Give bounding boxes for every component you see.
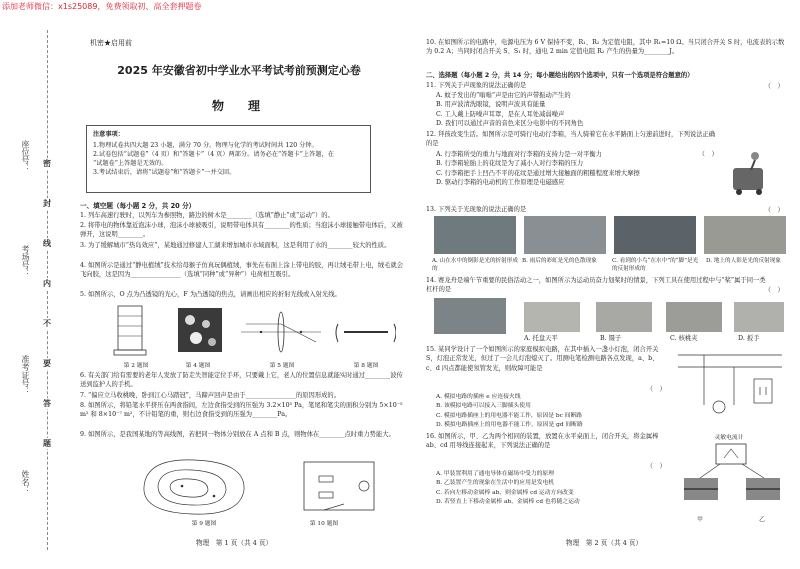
figure-row-q2-q8 [106,302,396,366]
notice-item: 2.试卷包括“试题卷”（4 页）和“答题卡”（4 页）两部分。请务必在“答题卡”上答题，在 [93,151,334,158]
q15-option-b[interactable]: B. 该模拟电路可以接入三脚插头使用 [436,403,531,410]
cut-char: 要 [43,359,51,368]
exam-title: 2025 年安徽省初中学业水平考试考前预测定心卷 [117,64,361,77]
answer-bracket-15[interactable]: （ ） [646,385,666,393]
question-12: 12. 拜孩改变生活。如图所示是可骑行电动行李箱，当人骑着它在水平路面上匀速前进时，下列说法正确的是 [426,131,716,148]
watermark-text: 添加老师微信：x1s25089，免费领取初、高全套押题卷 [2,2,202,11]
q11-option-c[interactable]: C. 工人戴上防噪声耳罩，是在人耳处减弱噪声 [436,110,565,118]
q15-option-a[interactable]: A. 模拟电路的插座 e 应连接火线 [436,394,521,400]
caption-fig9: 第 9 题图 [191,521,217,527]
fig12-ride-luggage [725,150,785,198]
fig5-lens-diagram [241,312,321,352]
q11-options [436,91,776,128]
fig8-pencil-fingers [336,324,396,342]
caption-fig4: 第 4 题图 [185,363,211,369]
subject-title: 物 理 [211,99,266,113]
q13-option-d[interactable]: D. 地上的人影是光的反射现象 [706,258,781,264]
answer-bracket-14[interactable]: （ ） [764,286,784,294]
cut-char: 不 [43,319,51,328]
question-10: 10. 在如图所示的电路中，电源电压为 6 V 保持不变，R₁、R₂ 为定值电阻，其中 R₁=10 Ω。当只闭合开关 S 时，电流表的示数为 0.2 A；当同时闭合开关 S、S₁ 时，通电 2 min 定值电阻 R₂ 产生的热量为________J。 [426,39,785,56]
fig10-circuit [304,462,374,510]
question-7: 7. “偏应立马收桃晚，卧到江心马踏冠”，马蹄声回声是由于________________的原因形成的。 [80,392,341,399]
question-1: 1. 列车高速行驶时，以列车为参照物，路边的树木是________（选填“静止”或“运动”）的。 [80,212,334,219]
answer-bracket-13[interactable]: （ ） [764,206,784,214]
q12-option-b[interactable]: B. 行李箱轮胎上的花纹是为了减小人对行李箱的压力 [436,160,584,168]
q14-dragon-boat-photo [434,298,506,334]
fig16-label-yi: 乙 [759,517,765,523]
question-3: 3. 为了缓解城市“热岛效应”，某地通过修建人工湖来增加城市水域面积，这是利用了水的________较大的性质。 [80,242,391,249]
name-label: 姓名： [21,470,30,494]
question-9: 9. 如图所示，是我国某地的等高线图，若把同一物体分别放在 A 点和 B 点，则物体在________点时重力势能大。 [80,431,395,438]
q13-option-a[interactable]: A. 山在水中的倒影是光的折射形成的 [432,258,518,272]
caption-fig2: 第 2 题图 [123,363,149,369]
fig16-label-jia: 甲 [697,517,703,523]
page-1 [66,0,412,569]
q14-option-b[interactable]: B. 镊子 [600,335,622,342]
page-2 [420,0,794,569]
q15-options [436,393,668,431]
cut-char: 题 [43,439,51,448]
figure-row-q9-q10 [134,452,404,522]
question-11: 11. 下列关于声现象的说法正确的是 [426,82,527,89]
notice-item: 1.物理试卷共四大题 23 小题，满分 70 分。物理与化学的考试时间共 120 分钟。 [93,142,318,149]
caption-fig8: 第 8 题图 [353,363,379,369]
cut-char: 内 [43,279,51,288]
page-2-footer: 物理 第 2 页（共 4 页） [566,539,643,547]
q12-option-a[interactable]: A. 行李箱所受的重力与地面对行李箱的支持力是一对平衡力 [436,151,602,158]
question-13: 13. 下列关于光现象的说法正确的是 [426,206,527,213]
q16-option-b[interactable]: B. 乙装置产生的现象在生活中的应用是发电机 [436,480,555,487]
answer-bracket-16[interactable]: （ ） [646,462,666,470]
question-16: 16. 如图所示，甲、乙为两个相同的装置，放置在水平桌面上，闭合开关，将金属棒 ab、cd 用导线连接起来，下列说法正确的是 [426,433,659,450]
answer-bracket-12[interactable]: （ ） [698,150,718,158]
notice-box [86,125,371,193]
fig15-home-circuit [674,345,786,429]
ticket-number-label: 准考证号： [21,355,30,395]
section-multiple-choice: 二、选择题（每小题 2 分，共 14 分；每小题给出的四个选项中，只有一个选项是符合题意的） [426,72,694,79]
q14-balance-photo [524,302,580,332]
question-5: 5. 如图所示，O 点为凸透镜的光心，F 为凸透镜的焦点，请画出相应的折射光线或入射光线。 [80,291,341,298]
fig4-flock-photo [178,308,222,352]
q14-wrench-photo [734,302,784,332]
question-14: 14. 赛龙舟是端午节重要的民俗活动之一，如图所示为运动员奋力划桨时的情景，下列工具在使用过程中与“桨”属于同一类杠杆的是 [426,277,766,294]
cut-char: 答 [43,399,51,408]
question-4: 4. 如图所示是通过“静电植绒”技术给母猴子仿真玩偶植绒，事先在布面上涂上带电的胶，再让绒毛带上电，绒毛就会飞向胶，这是因为________________（选填“同种”或“异种”）电荷相互吸引。 [80,262,403,279]
q14-option-a[interactable]: A. 托盘天平 [524,335,558,342]
q12-option-d[interactable]: D. 驱动行李箱的电动机的工作原理是电磁感应 [436,178,565,186]
q16-option-d[interactable]: D. 若竖直上下移动金属棒 ab，金属棒 cd 也将随之运动 [436,498,580,505]
fig9-contour-map [144,460,244,514]
caption-fig10: 第 10 题图 [309,521,339,527]
section-fill-blank: 一、填空题（每小题 2 分，共 20 分） [80,202,196,210]
notice-item: 3.考试结束后，请将“试题卷”和“答题卡”一并交回。 [93,169,236,176]
exam-room-label: 考场号： [21,245,30,277]
q16-options [436,470,672,508]
notice-title: 注意事项： [93,131,124,138]
q14-tweezers-photo [596,302,652,332]
q11-option-b[interactable]: B. 用声波清洗眼镜，说明声波具有能量 [436,101,546,109]
caption-fig5: 第 5 题图 [269,363,295,369]
fig2-beaker [114,306,146,355]
q15-option-c[interactable]: C. 模拟电路插座上的用电器不能工作，原因是 bc 间断路 [436,412,583,419]
question-15: 15. 某同学设计了一个如图所示的家庭模拟电路，在其中插入一盏小灯泡，闭合开关 S，灯泡正常发光，但过了一会儿灯泡熄灭了。用测电笔检测电路各点发现，a、b、c、d 四点都能使氖管发光，则故障可能是 [426,346,659,372]
answer-bracket-11[interactable]: （ ） [764,82,784,90]
cut-char: 密 [43,159,51,168]
q16-option-a[interactable]: A. 甲装置利用了通电导体在磁场中受力的原理 [436,471,555,477]
q13-photo-b [524,216,606,254]
q14-option-d[interactable]: D. 扳手 [738,335,760,342]
q12-option-c[interactable]: C. 行李箱把手上凹凸不平的花纹是通过增大接触面的粗糙程度来增大摩擦 [436,169,640,177]
cut-char: 线 [43,239,51,248]
question-8: 8. 如图所示，将铅笔水平挤压在两食指间，左边食指受到的压强为 3.2×10⁵ Pa，笔尾和笔尖的面积分别为 5×10⁻⁵ m² 和 8×10⁻⁷ m²，不计铅笔的重，则右边食指受到的压强为________Pa。 [80,402,403,419]
q11-option-a[interactable]: A. 蚊子发出的“嗡嗡”声是由它的声带振动产生的 [436,92,571,99]
q14-nutcracker-photo [666,302,722,332]
q14-option-c[interactable]: C. 核桃夹 [670,335,698,342]
q13-option-c[interactable]: C. 看到的小鸟“在水中”的“脚”是光的反射形成的 [612,258,699,272]
fig16-generator-motor [680,442,786,514]
confidential-mark: 机密★启用前 [90,39,132,47]
cut-char: 封 [43,199,51,208]
q11-option-d[interactable]: D. 我们可以通过声音的音色来区分电影中的不同角色 [436,119,584,127]
q13-option-b[interactable]: B. 雨后的彩虹是光的色散现象 [522,258,597,264]
question-6: 6. 有关部门给有需要的老年人发放了防走失智能定位手环，只要戴上它，老人的位置信息就能实时通过________波传送到监护人的手机。 [80,372,403,389]
page-1-footer: 物理 第 1 页（共 4 页） [196,539,273,547]
q13-photo-d [704,216,786,254]
q13-photo-c [614,216,696,254]
notice-item: “试题卷”上答题是无效的。 [93,160,168,167]
q13-photo-a [434,216,516,254]
q15-option-d[interactable]: D. 模拟电路插座上的用电器不能工作，原因是 gd 间断路 [436,421,583,428]
cut-line [47,30,48,550]
seat-number-label: 座位号： [21,140,30,172]
galvanometer-label: 灵敏电流计 [714,435,744,441]
q12-options [436,150,716,187]
question-2: 2. 将带电的物体靠近泡沫小球，泡沫小球被吸引，说明带电体具有________的性质；当泡沫小球接触带电体后，又被弹开，这说明________。 [80,222,403,239]
binding-strip [0,0,62,569]
q16-option-c[interactable]: C. 若向左移动金属棒 ab，则金属棒 cd 运动方向改变 [436,489,574,496]
